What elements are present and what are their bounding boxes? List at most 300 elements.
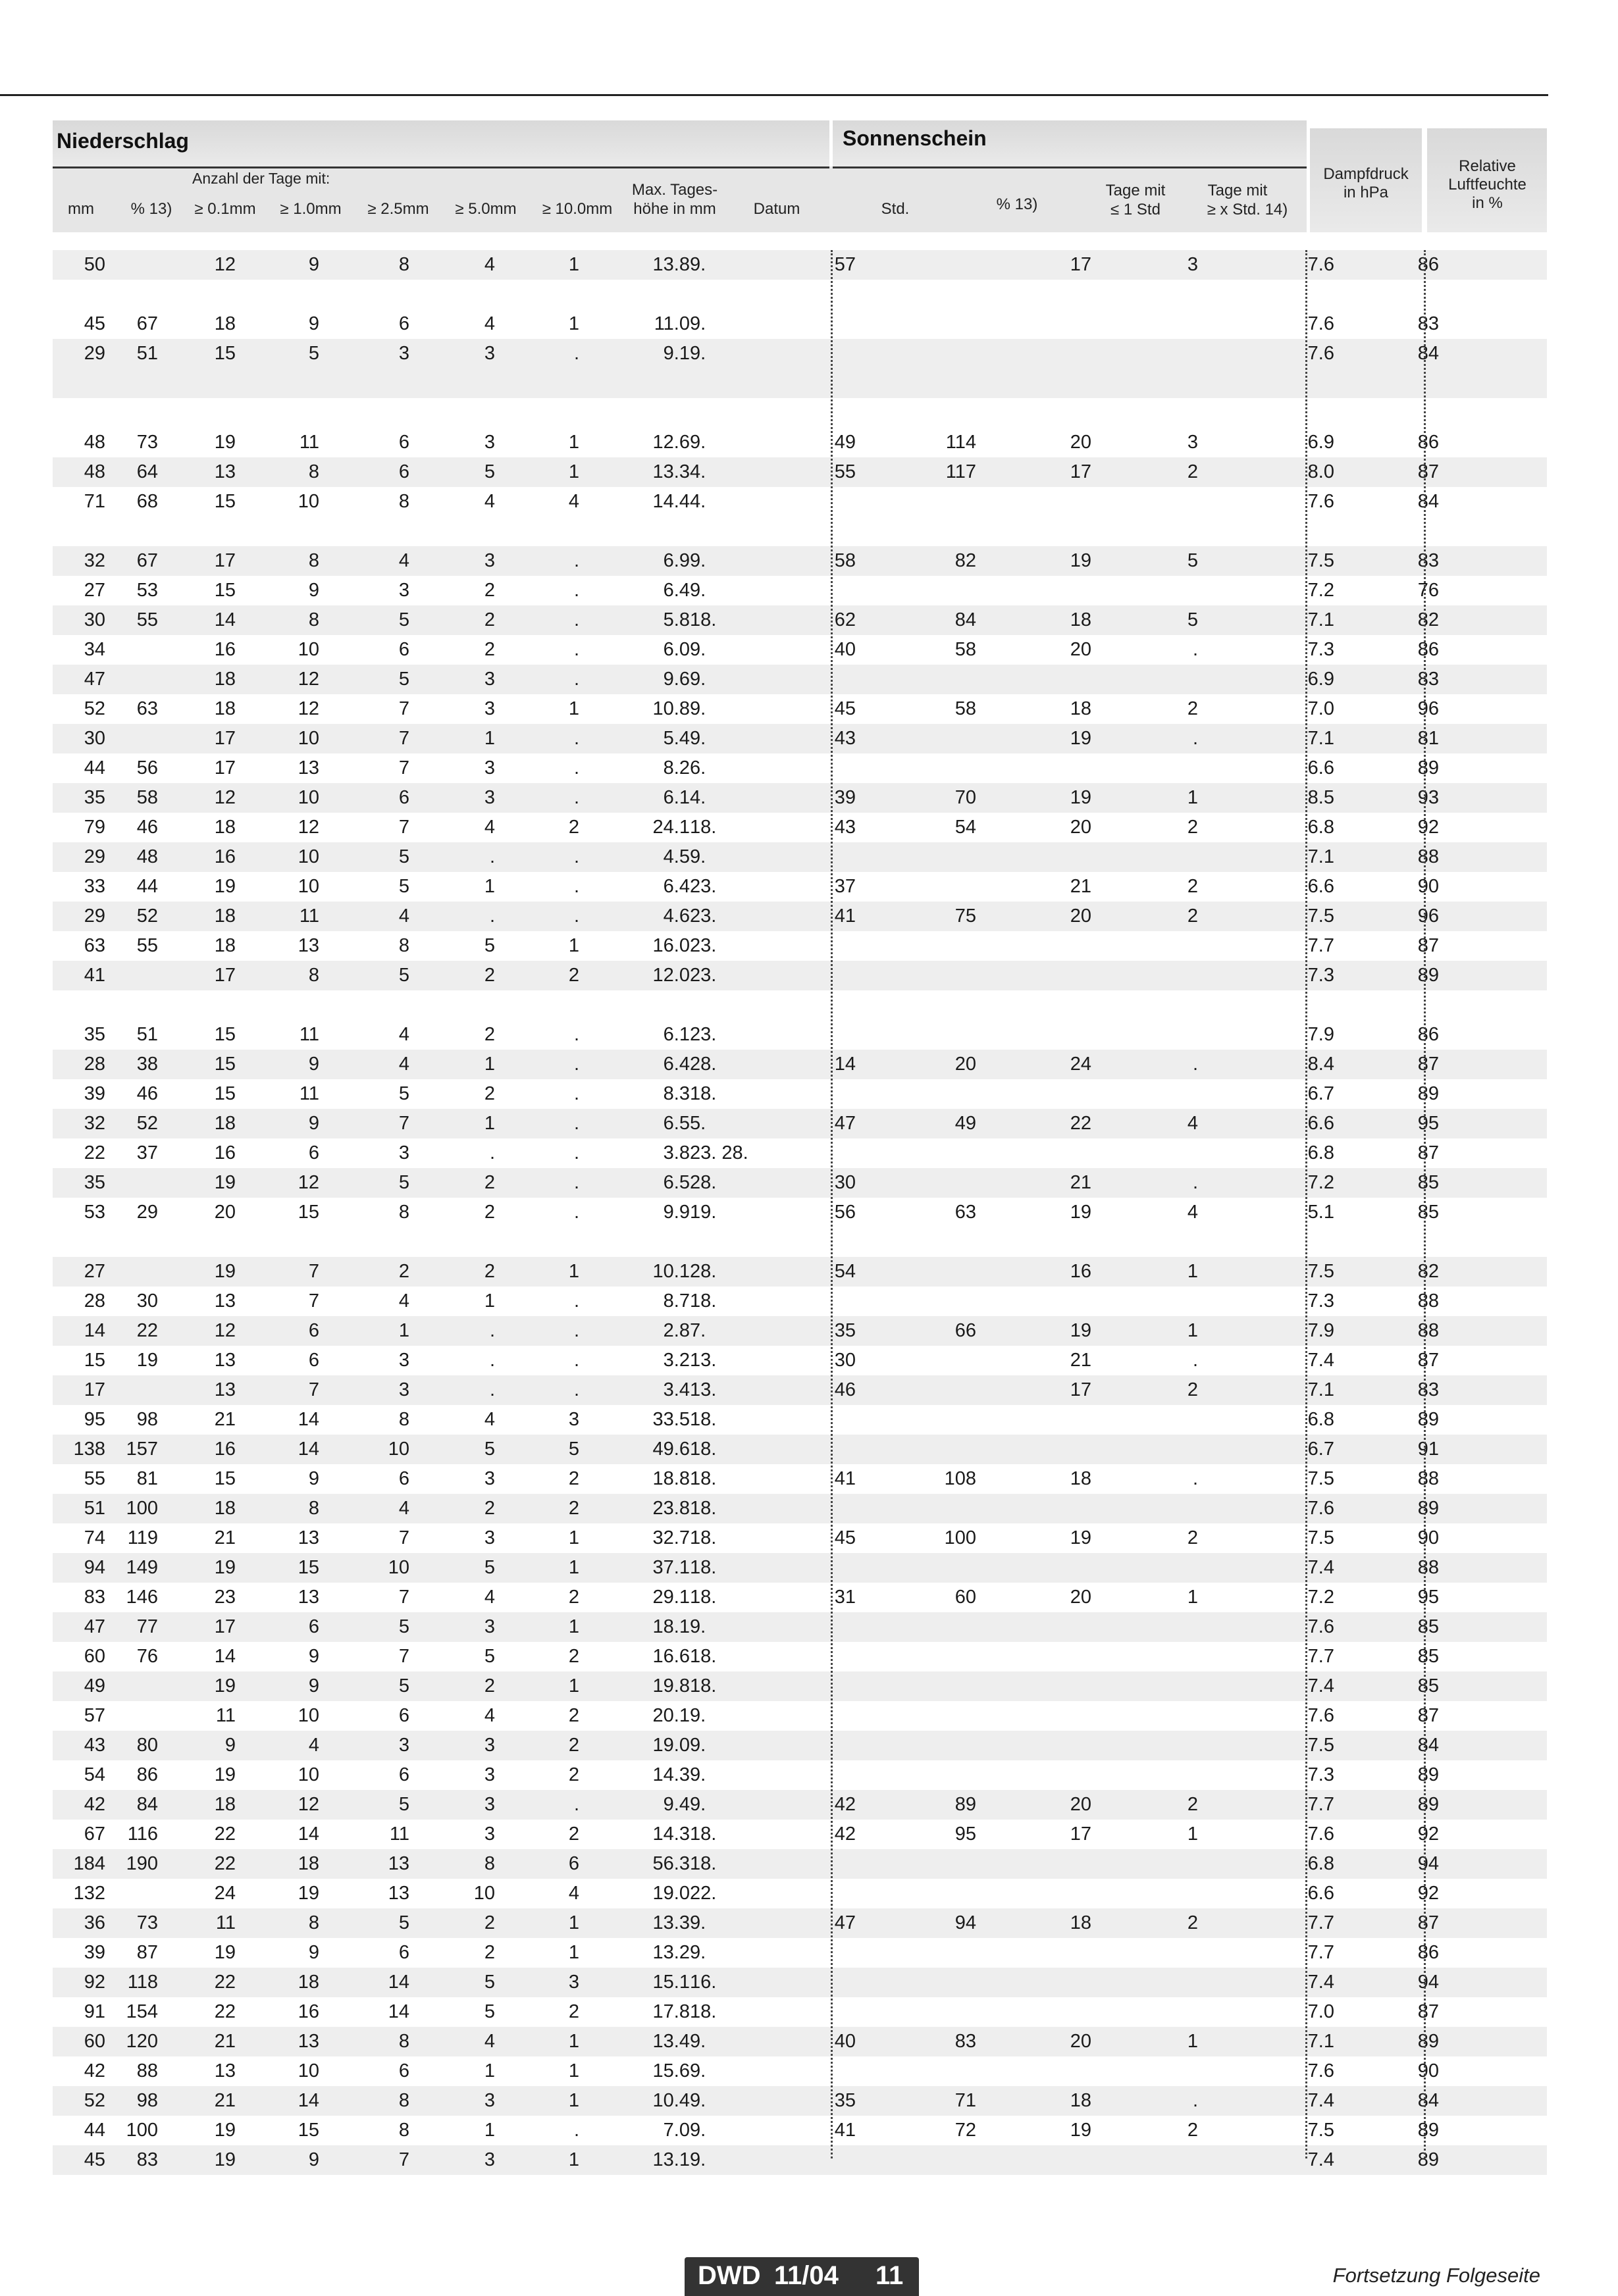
cell-ge-5mm: 3	[484, 757, 495, 778]
table-row	[53, 2027, 1547, 2056]
col-header-mm: mm	[68, 200, 94, 218]
cell-ge-1mm: 4	[308, 1735, 319, 1756]
cell-dampfdruck: 7.7	[1307, 935, 1334, 956]
cell-ge-1mm: 6	[308, 1350, 319, 1371]
cell-ge-10mm: 4	[568, 491, 579, 512]
cell-dampfdruck: 7.4	[1307, 2090, 1334, 2111]
cell-ge-0-1mm: 13	[214, 2060, 236, 2081]
cell-ge-1mm: 14	[298, 1824, 319, 1845]
cell-luftfeuchte: 83	[1417, 313, 1439, 334]
cell-max-tageshoehe: 19.0	[652, 1735, 690, 1756]
cell-ge-5mm: 5	[484, 461, 495, 482]
cell-pct: 64	[136, 461, 158, 482]
cell-tage-le1: 18	[1070, 2090, 1091, 2111]
cell-max-tageshoehe: 13.3	[652, 461, 690, 482]
cell-dampfdruck: 7.1	[1307, 1379, 1334, 1400]
cell-ge-2-5mm: 3	[398, 1350, 409, 1371]
cell-ge-10mm: .	[573, 669, 579, 690]
cell-datum: 9.	[690, 313, 706, 334]
cell-dampfdruck: 7.6	[1307, 1498, 1334, 1519]
cell-ge-10mm: 1	[568, 1942, 579, 1963]
cell-pct: 73	[136, 432, 158, 453]
cell-pct: 52	[136, 906, 158, 927]
sonnenschein-title: Sonnenschein	[843, 126, 987, 150]
cell-ge-1mm: 10	[298, 846, 319, 867]
cell-ge-5mm: 2	[484, 1172, 495, 1193]
cell-ge-0-1mm: 13	[214, 1379, 236, 1400]
cell-luftfeuchte: 85	[1417, 1646, 1439, 1667]
cell-tage-le1: 18	[1070, 698, 1091, 719]
cell-luftfeuchte: 81	[1417, 728, 1439, 749]
cell-sun-std: 30	[834, 1350, 856, 1371]
cell-tage-le1: 18	[1070, 1468, 1091, 1489]
row-spacer	[53, 1227, 1547, 1257]
cell-ge-10mm: .	[573, 1290, 579, 1312]
cell-luftfeuchte: 82	[1417, 1261, 1439, 1282]
cell-ge-0-1mm: 18	[214, 1794, 236, 1815]
cell-tage-le1: 19	[1070, 1202, 1091, 1223]
cell-ge-5mm: 2	[484, 1261, 495, 1282]
cell-ge-5mm: 4	[484, 1587, 495, 1608]
cell-ge-5mm: 1	[484, 728, 495, 749]
cell-datum: 18.	[690, 2001, 717, 2022]
cell-ge-0-1mm: 11	[215, 1705, 236, 1726]
cell-ge-0-1mm: 18	[214, 698, 236, 719]
cell-max-tageshoehe: 5.8	[663, 609, 690, 630]
cell-max-tageshoehe: 8.2	[663, 757, 690, 778]
cell-tage-le1: 21	[1070, 1172, 1091, 1193]
cell-ge-5mm: 1	[484, 1054, 495, 1075]
cell-ge-1mm: 9	[308, 580, 319, 601]
cell-ge-0-1mm: 13	[214, 461, 236, 482]
cell-ge-0-1mm: 14	[214, 609, 236, 630]
cell-sun-pct: 58	[954, 698, 976, 719]
cell-ge-1mm: 9	[308, 1942, 319, 1963]
cell-ge-10mm: 2	[568, 1824, 579, 1845]
cell-ge-5mm: 10	[473, 1883, 495, 1904]
cell-ge-1mm: 13	[298, 935, 319, 956]
cell-dampfdruck: 7.6	[1307, 1824, 1334, 1845]
cell-dampfdruck: 6.7	[1307, 1083, 1334, 1104]
cell-pct: 29	[136, 1202, 158, 1223]
cell-ge-2-5mm: 5	[398, 965, 409, 986]
cell-ge-0-1mm: 14	[214, 1646, 236, 1667]
cell-ge-0-1mm: 12	[214, 1320, 236, 1341]
cell-max-tageshoehe: 15.6	[652, 2060, 690, 2081]
table-row	[53, 872, 1547, 902]
cell-luftfeuchte: 86	[1417, 1024, 1439, 1045]
cell-dampfdruck: 7.3	[1307, 639, 1334, 660]
cell-ge-10mm: 2	[568, 1646, 579, 1667]
cell-ge-1mm: 10	[298, 876, 319, 897]
separator-dampfdruck	[1305, 250, 1307, 2158]
table-row	[53, 309, 1547, 339]
cell-max-tageshoehe: 17.8	[652, 2001, 690, 2022]
table-row	[53, 605, 1547, 635]
cell-sun-pct: 89	[954, 1794, 976, 1815]
cell-luftfeuchte: 90	[1417, 876, 1439, 897]
cell-pct: 83	[136, 2149, 158, 2170]
cell-max-tageshoehe: 24.1	[652, 817, 690, 838]
cell-pct: 86	[136, 1764, 158, 1785]
cell-tage-gex: 2	[1187, 876, 1198, 897]
cell-luftfeuchte: 85	[1417, 1202, 1439, 1223]
cell-ge-2-5mm: 5	[398, 1616, 409, 1637]
table-row	[53, 1050, 1547, 1079]
cell-mm: 132	[73, 1883, 105, 1904]
cell-ge-10mm: 1	[568, 461, 579, 482]
cell-luftfeuchte: 86	[1417, 432, 1439, 453]
cell-dampfdruck: 7.3	[1307, 1764, 1334, 1785]
table-row	[53, 576, 1547, 605]
cell-tage-le1: 19	[1070, 1527, 1091, 1548]
footer-badge	[685, 2257, 919, 2296]
cell-dampfdruck: 7.6	[1307, 254, 1334, 275]
cell-ge-0-1mm: 12	[214, 254, 236, 275]
cell-ge-2-5mm: 7	[398, 698, 409, 719]
table-row	[53, 1938, 1547, 1968]
cell-sun-pct: 72	[954, 2120, 976, 2141]
cell-datum: 9.	[690, 2090, 706, 2111]
cell-max-tageshoehe: 13.1	[652, 2149, 690, 2170]
table-row	[53, 428, 1547, 457]
anzahl-tage-label: Anzahl der Tage mit:	[192, 170, 330, 187]
cell-luftfeuchte: 84	[1417, 2090, 1439, 2111]
cell-mm: 34	[84, 639, 105, 660]
cell-max-tageshoehe: 7.0	[663, 2120, 690, 2141]
cell-pct: 53	[136, 580, 158, 601]
cell-ge-0-1mm: 18	[214, 1498, 236, 1519]
cell-tage-gex: .	[1192, 1350, 1198, 1371]
cell-tage-le1: 17	[1070, 1824, 1091, 1845]
cell-ge-10mm: 6	[568, 1853, 579, 1874]
cell-ge-2-5mm: 8	[398, 1202, 409, 1223]
col-header-tage-le1-b: ≤ 1 Std	[1110, 201, 1161, 218]
cell-tage-le1: 17	[1070, 461, 1091, 482]
table-row	[53, 1435, 1547, 1464]
cell-pct: 154	[126, 2001, 158, 2022]
cell-ge-0-1mm: 9	[224, 1735, 236, 1756]
cell-max-tageshoehe: 8.7	[663, 1290, 690, 1312]
cell-tage-gex: 3	[1187, 432, 1198, 453]
cell-ge-0-1mm: 19	[214, 1557, 236, 1578]
cell-ge-0-1mm: 15	[214, 580, 236, 601]
cell-sun-pct: 71	[954, 2090, 976, 2111]
cell-ge-5mm: 2	[484, 1675, 495, 1696]
cell-luftfeuchte: 84	[1417, 1735, 1439, 1756]
cell-ge-1mm: 10	[298, 639, 319, 660]
cell-ge-5mm: 2	[484, 580, 495, 601]
cell-max-tageshoehe: 13.2	[652, 1942, 690, 1963]
cell-tage-gex: 2	[1187, 1379, 1198, 1400]
cell-ge-2-5mm: 8	[398, 491, 409, 512]
cell-ge-1mm: 11	[299, 1083, 319, 1104]
cell-luftfeuchte: 83	[1417, 550, 1439, 571]
cell-ge-2-5mm: 3	[398, 343, 409, 364]
cell-ge-2-5mm: 7	[398, 817, 409, 838]
cell-dampfdruck: 7.3	[1307, 1290, 1334, 1312]
cell-datum: 9.	[690, 432, 706, 453]
cell-datum: 9.	[690, 1764, 706, 1785]
cell-ge-1mm: 13	[298, 1527, 319, 1548]
cell-max-tageshoehe: 3.4	[663, 1379, 690, 1400]
cell-pct: 80	[136, 1735, 158, 1756]
cell-max-tageshoehe: 10.8	[652, 698, 690, 719]
cell-ge-5mm: 3	[484, 1824, 495, 1845]
table-row	[53, 1642, 1547, 1671]
cell-datum: 9.	[690, 550, 706, 571]
cell-datum: 28.	[690, 1172, 717, 1193]
table-row	[53, 250, 1547, 280]
cell-ge-5mm: 4	[484, 817, 495, 838]
cell-datum: 13.	[690, 1350, 717, 1371]
cell-dampfdruck: 7.6	[1307, 1705, 1334, 1726]
col-header-std: Std.	[881, 200, 910, 218]
cell-mm: 32	[84, 1113, 105, 1134]
cell-max-tageshoehe: 6.0	[663, 639, 690, 660]
cell-sun-std: 47	[834, 1113, 856, 1134]
cell-dampfdruck: 7.4	[1307, 1350, 1334, 1371]
cell-dampfdruck: 7.2	[1307, 1172, 1334, 1193]
cell-mm: 52	[84, 698, 105, 719]
cell-datum: 18.	[690, 1290, 717, 1312]
cell-max-tageshoehe: 6.4	[663, 1054, 690, 1075]
cell-ge-0-1mm: 20	[214, 1202, 236, 1223]
cell-sun-std: 62	[834, 609, 856, 630]
cell-ge-5mm: 5	[484, 1646, 495, 1667]
cell-luftfeuchte: 86	[1417, 1942, 1439, 1963]
cell-sun-pct: 63	[954, 1202, 976, 1223]
table-row	[53, 2056, 1547, 2086]
cell-pct: 120	[126, 2031, 158, 2052]
cell-max-tageshoehe: 18.8	[652, 1468, 690, 1489]
cell-ge-1mm: 15	[298, 1202, 319, 1223]
table-row	[53, 1168, 1547, 1198]
cell-datum: 18.	[690, 1409, 717, 1430]
col-header-max-line1: Max. Tages-	[631, 181, 718, 199]
cell-pct: 19	[136, 1350, 158, 1371]
cell-ge-2-5mm: 6	[398, 432, 409, 453]
table-row	[53, 635, 1547, 665]
cell-sun-std: 54	[834, 1261, 856, 1282]
cell-mm: 95	[84, 1409, 105, 1430]
cell-mm: 51	[84, 1498, 105, 1519]
row-spacer	[53, 990, 1547, 1020]
cell-mm: 32	[84, 550, 105, 571]
cell-luftfeuchte: 88	[1417, 1290, 1439, 1312]
table-row	[53, 931, 1547, 961]
cell-ge-2-5mm: 6	[398, 1705, 409, 1726]
cell-sun-std: 57	[834, 254, 856, 275]
cell-luftfeuchte: 89	[1417, 1764, 1439, 1785]
cell-ge-1mm: 6	[308, 1616, 319, 1637]
cell-sun-std: 35	[834, 2090, 856, 2111]
cell-ge-10mm: .	[573, 1172, 579, 1193]
cell-ge-1mm: 9	[308, 1054, 319, 1075]
cell-ge-2-5mm: 8	[398, 2031, 409, 2052]
cell-ge-5mm: 3	[484, 2149, 495, 2170]
top-rule	[0, 94, 1548, 96]
sonnenschein-header-rule	[833, 166, 1307, 168]
cell-datum: 18.	[690, 609, 717, 630]
cell-ge-5mm: .	[489, 906, 495, 927]
table-row	[53, 487, 1547, 517]
cell-tage-gex: .	[1192, 1468, 1198, 1489]
cell-pct: 51	[136, 1024, 158, 1045]
table-row	[53, 961, 1547, 990]
table-row	[53, 753, 1547, 783]
cell-sun-pct: 114	[945, 432, 976, 453]
cell-ge-10mm: 2	[568, 1764, 579, 1785]
cell-pct: 116	[127, 1824, 158, 1845]
cell-ge-5mm: 2	[484, 1083, 495, 1104]
cell-max-tageshoehe: 12.0	[652, 965, 690, 986]
cell-ge-2-5mm: 6	[398, 2060, 409, 2081]
cell-mm: 94	[84, 1557, 105, 1578]
cell-datum: 9.	[690, 254, 706, 275]
cell-sun-std: 46	[834, 1379, 856, 1400]
cell-mm: 45	[84, 2149, 105, 2170]
cell-ge-2-5mm: 5	[398, 1912, 409, 1933]
footer-page-number: 11	[875, 2261, 904, 2290]
cell-ge-0-1mm: 19	[214, 1675, 236, 1696]
cell-ge-5mm: 4	[484, 491, 495, 512]
cell-dampfdruck: 7.4	[1307, 1557, 1334, 1578]
cell-sun-pct: 20	[954, 1054, 976, 1075]
cell-ge-2-5mm: 5	[398, 1172, 409, 1193]
cell-dampfdruck: 6.8	[1307, 1142, 1334, 1163]
cell-ge-10mm: 2	[568, 1587, 579, 1608]
cell-dampfdruck: 7.3	[1307, 965, 1334, 986]
cell-mm: 52	[84, 2090, 105, 2111]
cell-mm: 60	[84, 2031, 105, 2052]
cell-luftfeuchte: 85	[1417, 1616, 1439, 1637]
cell-mm: 30	[84, 609, 105, 630]
cell-mm: 74	[84, 1527, 105, 1548]
cell-max-tageshoehe: 3.8	[663, 1142, 690, 1163]
cell-datum: 18.	[690, 1646, 717, 1667]
cell-mm: 35	[84, 1024, 105, 1045]
cell-pct: 63	[136, 698, 158, 719]
cell-max-tageshoehe: 6.5	[663, 1113, 690, 1134]
cell-max-tageshoehe: 19.0	[652, 1883, 690, 1904]
cell-datum: 9.	[690, 1942, 706, 1963]
cell-ge-10mm: 2	[568, 2001, 579, 2022]
cell-ge-10mm: 1	[568, 1675, 579, 1696]
table-row	[53, 1079, 1547, 1109]
cell-pct: 52	[136, 1113, 158, 1134]
cell-dampfdruck: 7.5	[1307, 906, 1334, 927]
cell-tage-gex: 2	[1187, 906, 1198, 927]
cell-ge-1mm: 15	[298, 1557, 319, 1578]
table-row	[53, 724, 1547, 753]
cell-ge-0-1mm: 19	[214, 1172, 236, 1193]
cell-ge-10mm: 2	[568, 1705, 579, 1726]
col-header-ge-5mm: ≥ 5.0mm	[455, 200, 517, 218]
cell-ge-10mm: 3	[568, 1409, 579, 1430]
cell-ge-10mm: .	[573, 1320, 579, 1341]
cell-max-tageshoehe: 6.9	[663, 550, 690, 571]
cell-ge-1mm: 10	[298, 787, 319, 808]
cell-tage-gex: 2	[1187, 1527, 1198, 1548]
cell-ge-2-5mm: 1	[398, 1320, 409, 1341]
cell-sun-std: 39	[834, 787, 856, 808]
cell-datum: 23.	[690, 876, 717, 897]
cell-ge-10mm: 2	[568, 1498, 579, 1519]
cell-datum: 9.	[690, 2031, 706, 2052]
cell-ge-0-1mm: 22	[214, 1824, 236, 1845]
cell-ge-5mm: 3	[484, 698, 495, 719]
cell-pct: 55	[136, 935, 158, 956]
cell-mm: 44	[84, 2120, 105, 2141]
cell-luftfeuchte: 87	[1417, 461, 1439, 482]
cell-ge-0-1mm: 16	[214, 1439, 236, 1460]
cell-pct: 190	[126, 1853, 158, 1874]
cell-ge-10mm: 4	[568, 1883, 579, 1904]
table-row	[53, 1879, 1547, 1908]
row-spacer	[53, 280, 1547, 309]
cell-ge-2-5mm: 4	[398, 1290, 409, 1312]
cell-ge-2-5mm: 7	[398, 2149, 409, 2170]
col-header-ge-0-1mm: ≥ 0.1mm	[194, 200, 256, 218]
cell-luftfeuchte: 92	[1417, 1883, 1439, 1904]
cell-ge-0-1mm: 13	[214, 1350, 236, 1371]
cell-ge-10mm: .	[573, 1202, 579, 1223]
cell-ge-0-1mm: 17	[214, 728, 236, 749]
cell-luftfeuchte: 87	[1417, 1912, 1439, 1933]
table-row	[53, 1316, 1547, 1346]
cell-max-tageshoehe: 2.8	[663, 1320, 690, 1341]
cell-datum: 6.	[690, 757, 706, 778]
cell-tage-gex: 2	[1187, 698, 1198, 719]
cell-tage-le1: 20	[1070, 906, 1091, 927]
cell-ge-5mm: 3	[484, 1616, 495, 1637]
cell-ge-1mm: 14	[298, 2090, 319, 2111]
cell-luftfeuchte: 85	[1417, 1172, 1439, 1193]
cell-ge-2-5mm: 6	[398, 313, 409, 334]
cell-datum: 4.	[690, 787, 706, 808]
cell-mm: 42	[84, 1794, 105, 1815]
col-header-tage-le1-a: Tage mit	[1105, 182, 1166, 199]
table-row	[53, 2145, 1547, 2175]
cell-pct: 81	[136, 1468, 158, 1489]
cell-ge-2-5mm: 5	[398, 1083, 409, 1104]
cell-ge-0-1mm: 17	[214, 550, 236, 571]
cell-sun-pct: 95	[954, 1824, 976, 1845]
cell-pct: 58	[136, 787, 158, 808]
cell-max-tageshoehe: 23.8	[652, 1498, 690, 1519]
cell-dampfdruck: 7.1	[1307, 609, 1334, 630]
cell-ge-2-5mm: 8	[398, 2090, 409, 2111]
cell-dampfdruck: 7.6	[1307, 491, 1334, 512]
cell-mm: 48	[84, 432, 105, 453]
cell-ge-1mm: 10	[298, 491, 319, 512]
cell-luftfeuchte: 89	[1417, 1409, 1439, 1430]
cell-luftfeuchte: 83	[1417, 1379, 1439, 1400]
cell-luftfeuchte: 86	[1417, 639, 1439, 660]
cell-ge-5mm: 3	[484, 669, 495, 690]
table-row	[53, 1375, 1547, 1405]
cell-mm: 14	[84, 1320, 105, 1341]
cell-pct: 88	[136, 2060, 158, 2081]
cell-ge-10mm: .	[573, 906, 579, 927]
cell-ge-10mm: 1	[568, 1912, 579, 1933]
cell-luftfeuchte: 92	[1417, 817, 1439, 838]
cell-tage-gex: 1	[1187, 787, 1198, 808]
cell-ge-1mm: 18	[298, 1853, 319, 1874]
cell-luftfeuchte: 89	[1417, 2120, 1439, 2141]
cell-ge-0-1mm: 17	[214, 757, 236, 778]
